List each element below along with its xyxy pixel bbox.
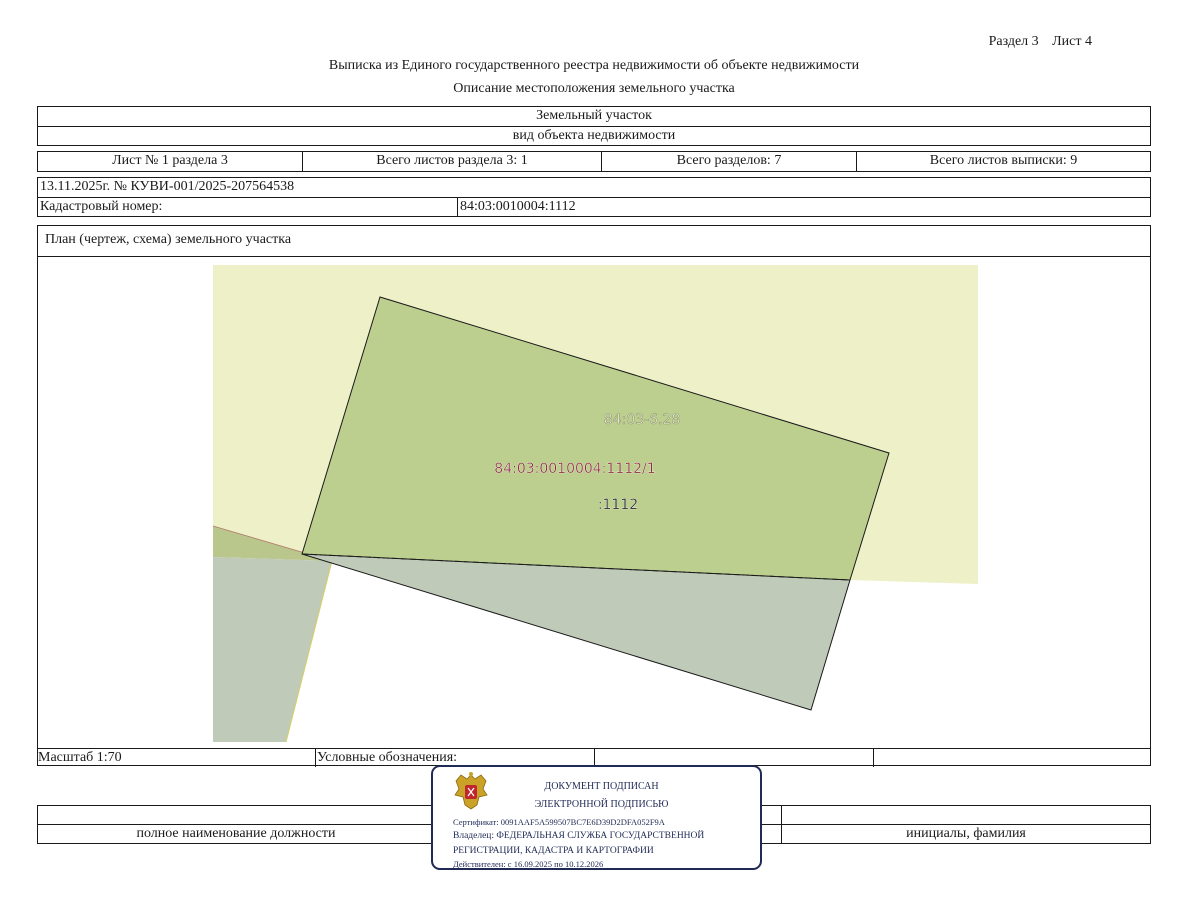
name-caption: инициалы, фамилия — [781, 824, 1151, 844]
stamp-line2: ЭЛЕКТРОННОЙ ПОДПИСЬЮ — [534, 799, 669, 810]
total-sections-cell: Всего разделов: 7 — [601, 151, 857, 172]
parcel-part-label: 84:03:0010004:1112/1 — [494, 461, 656, 477]
parcel-label: :1112 — [597, 497, 639, 513]
object-type-caption: вид объекта недвижимости — [37, 126, 1151, 146]
signature-divider — [781, 805, 782, 825]
plan-box — [37, 225, 1151, 766]
position-caption: полное наименование должности — [37, 824, 435, 844]
scale-cell: Масштаб 1:70 — [37, 748, 316, 767]
plan-drawing — [38, 257, 1150, 749]
section-sheet-header — [979, 34, 1092, 50]
object-type-value: Земельный участок — [37, 106, 1151, 127]
sheet-of-section-cell: Лист № 1 раздела 3 — [37, 151, 303, 172]
document-subtitle: Описание местоположения земельного участка — [453, 81, 735, 96]
total-sheets-extract-cell: Всего листов выписки: 9 — [856, 151, 1151, 172]
document-title: Выписка из Единого государственного реестра недвижимости об объекте недвижимости — [328, 58, 860, 73]
sheet-number: Лист 4 — [1052, 34, 1092, 49]
legend-empty-cell — [873, 748, 1151, 767]
parcel-part-area — [302, 554, 850, 710]
plan-label: План (чертеж, схема) земельного участка — [45, 232, 292, 247]
stamp-owner-line1: Владелец: ФЕДЕРАЛЬНАЯ СЛУЖБА ГОСУДАРСТВЕННОЙ — [453, 831, 705, 841]
plan-drawing-area — [38, 256, 1150, 749]
total-sheets-section-cell: Всего листов раздела 3: 1 — [302, 151, 602, 172]
cadastral-number-value: 84:03:0010004:1112 — [457, 197, 1151, 217]
stamp-line1: ДОКУМЕНТ ПОДПИСАН — [544, 781, 659, 792]
section-number: Раздел 3 — [988, 34, 1039, 49]
stamp-owner-line2: РЕГИСТРАЦИИ, КАДАСТРА И КАРТОГРАФИИ — [453, 846, 654, 856]
electronic-signature-stamp — [431, 765, 762, 870]
cadastral-number-label: Кадастровый номер: — [37, 197, 458, 217]
neighbor-parcel-left — [213, 557, 332, 742]
zone-label: 84:03-6.28 — [603, 412, 681, 428]
stamp-certificate: Сертификат: 0091AAF5A599507BC7E6D39D2DFA052F9A — [453, 817, 665, 827]
record-date-number: 13.11.2025г. № КУВИ-001/2025-207564538 — [37, 177, 1151, 198]
stamp-validity: Действителен: с 16.09.2025 по 10.12.2026 — [453, 859, 604, 869]
legend-cell: Условные обозначения: — [315, 748, 595, 767]
